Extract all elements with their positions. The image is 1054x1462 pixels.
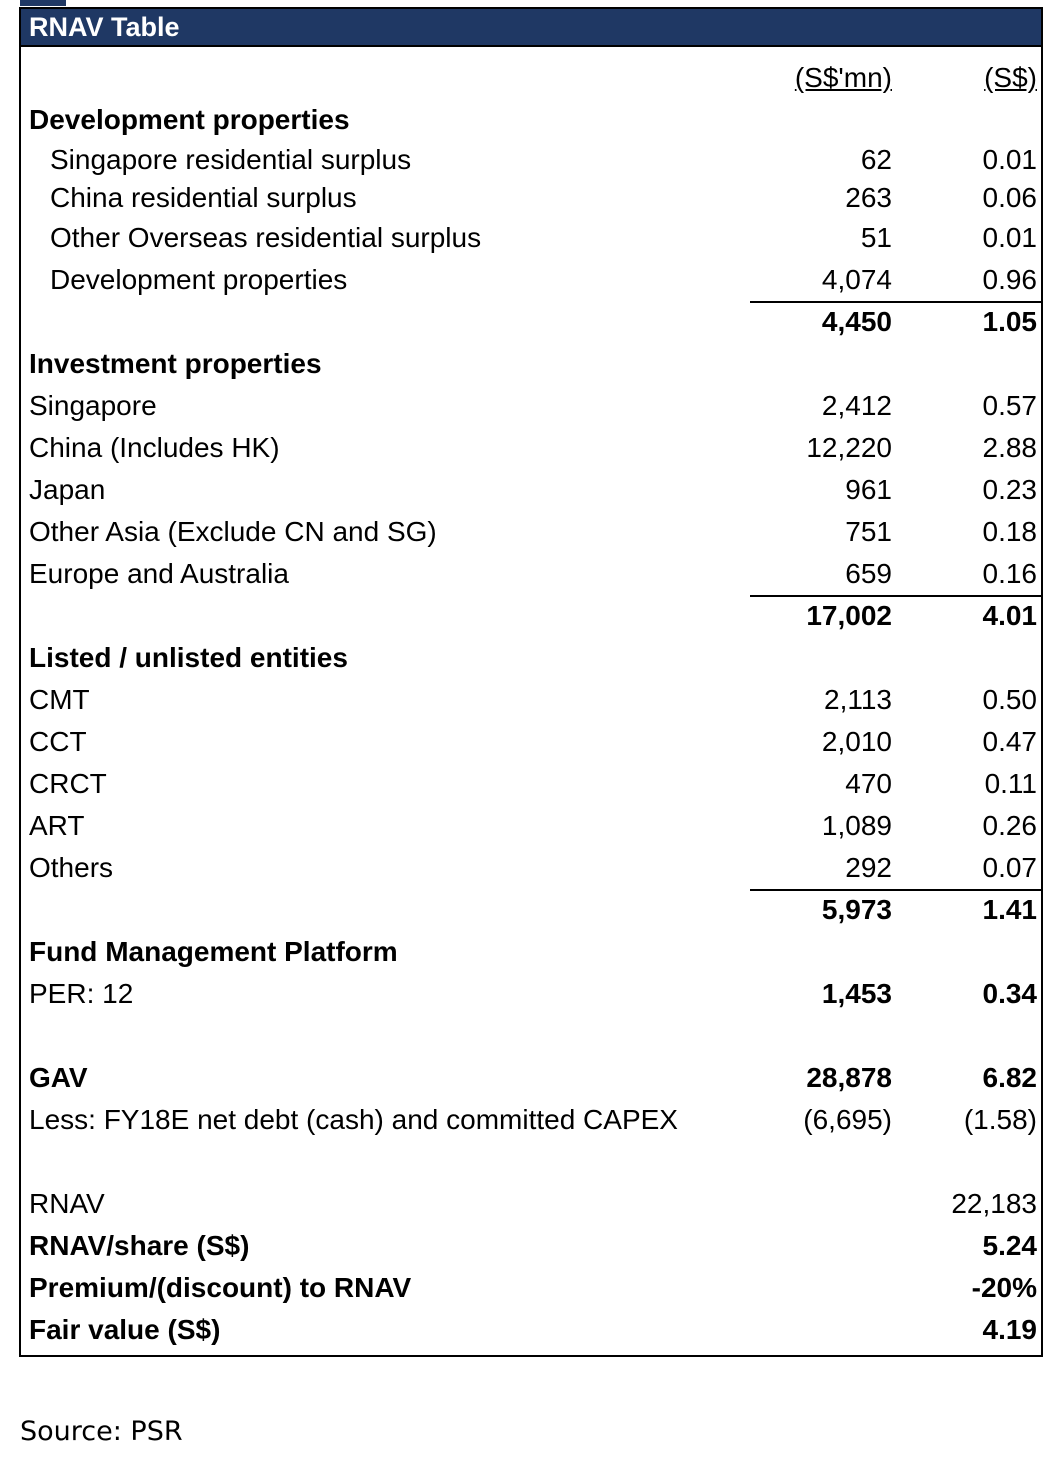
table-row	[21, 141, 1041, 179]
row-label: China residential surplus	[50, 182, 357, 213]
row-value-mn: 292	[845, 852, 892, 883]
row-value-mn: 28,878	[806, 1062, 892, 1093]
table-row	[21, 805, 1041, 847]
row-value-per-share: 6.82	[982, 1062, 1037, 1093]
row-value-per-share: 0.57	[982, 390, 1037, 421]
section-heading-label: Listed / unlisted entities	[29, 642, 348, 673]
row-value-per-share: 0.96	[982, 264, 1037, 295]
row-value-mn: 4,074	[821, 264, 892, 295]
fair-value-row	[21, 1309, 1041, 1351]
row-label: Singapore	[29, 390, 157, 421]
row-value-per-share: 0.23	[982, 474, 1037, 505]
subtotal-row-listed	[21, 889, 1041, 931]
row-value-mn: 961	[845, 474, 892, 505]
row-label: RNAV	[29, 1188, 105, 1219]
table-row	[21, 179, 1041, 217]
row-label: Less: FY18E net debt (cash) and committed CAPEX	[29, 1104, 678, 1135]
rnav-share-row	[21, 1225, 1041, 1267]
subtotal-value-mn: 17,002	[806, 600, 892, 631]
section-heading-label: Development properties	[29, 104, 350, 135]
row-value-mn: 1,089	[821, 810, 892, 841]
row-value-per-share: 0.01	[982, 222, 1037, 253]
table-title: RNAV Table	[21, 9, 1041, 47]
subtotal-value-per-share: 4.01	[982, 600, 1037, 631]
row-value-mn: 1,453	[821, 978, 892, 1009]
row-value-per-share: 0.16	[982, 558, 1037, 589]
table-row	[21, 679, 1041, 721]
subtotal-value-mn: 4,450	[821, 306, 892, 337]
row-value-mn: 2,010	[821, 726, 892, 757]
table-row	[21, 763, 1041, 805]
spacer-row	[21, 1141, 1041, 1183]
row-value: 22,183	[951, 1188, 1037, 1219]
row-label: Fair value (S$)	[29, 1314, 221, 1345]
row-label: RNAV/share (S$)	[29, 1230, 250, 1261]
row-value-mn: 659	[845, 558, 892, 589]
section-heading-label: Fund Management Platform	[29, 936, 398, 967]
row-label: CCT	[29, 726, 87, 757]
row-label: Japan	[29, 474, 106, 505]
table-body	[21, 57, 1041, 1351]
row-label: CRCT	[29, 768, 107, 799]
table-row	[21, 511, 1041, 553]
row-value-per-share: 0.18	[982, 516, 1037, 547]
table-row	[21, 427, 1041, 469]
subtotal-value-per-share: 1.41	[982, 894, 1037, 925]
row-value-per-share: 0.07	[982, 852, 1037, 883]
premium-row	[21, 1267, 1041, 1309]
less-net-debt-row	[21, 1099, 1041, 1141]
subtotal-row-development	[21, 301, 1041, 343]
row-value-mn: 263	[845, 182, 892, 213]
row-label: China (Includes HK)	[29, 432, 280, 463]
header-accent-strip	[20, 0, 66, 6]
section-heading-listed	[21, 637, 1041, 679]
row-label: Others	[29, 852, 114, 883]
section-heading-label: Investment properties	[29, 348, 322, 379]
row-value-mn: (6,695)	[803, 1104, 892, 1135]
row-value: 5.24	[982, 1230, 1037, 1261]
table-row	[21, 973, 1041, 1015]
column-header-mn: (S$'mn)	[794, 62, 892, 93]
rnav-table	[19, 7, 1043, 1357]
row-value-per-share: 0.34	[982, 978, 1037, 1009]
row-value-per-share: 0.01	[982, 144, 1037, 175]
spacer-row	[21, 1015, 1041, 1057]
row-label: Europe and Australia	[29, 558, 289, 589]
row-value: -20%	[971, 1272, 1037, 1303]
subtotal-value-per-share: 1.05	[982, 306, 1037, 337]
table-row	[21, 217, 1041, 259]
row-label: Singapore residential surplus	[50, 144, 412, 175]
table-row	[21, 385, 1041, 427]
section-heading-fund	[21, 931, 1041, 973]
subtotal-row-investment	[21, 595, 1041, 637]
row-label: Other Overseas residential surplus	[50, 222, 482, 253]
row-value-per-share: 0.06	[982, 182, 1037, 213]
row-value-mn: 2,113	[824, 684, 892, 715]
row-value-per-share: 0.50	[982, 684, 1037, 715]
section-heading-development	[21, 99, 1041, 141]
row-value-per-share: 2.88	[982, 432, 1037, 463]
row-label: Premium/(discount) to RNAV	[29, 1272, 412, 1303]
row-value-per-share: 0.26	[982, 810, 1037, 841]
row-label: Development properties	[50, 264, 348, 295]
row-value-per-share: 0.47	[982, 726, 1037, 757]
column-header-row	[21, 57, 1041, 99]
row-label: Other Asia (Exclude CN and SG)	[29, 516, 437, 547]
rnav-row	[21, 1183, 1041, 1225]
row-value-mn: 2,412	[821, 390, 892, 421]
row-label: GAV	[29, 1062, 88, 1093]
row-value-mn: 12,220	[806, 432, 892, 463]
source-note: Source: PSR	[20, 1416, 183, 1447]
column-header-per-share: (S$)	[984, 62, 1037, 93]
table-row	[21, 259, 1041, 301]
row-value: 4.19	[982, 1314, 1037, 1345]
row-label: CMT	[29, 684, 90, 715]
gav-row	[21, 1057, 1041, 1099]
row-value-mn: 51	[860, 222, 892, 253]
row-value-mn: 470	[845, 768, 892, 799]
table-row	[21, 553, 1041, 595]
table-row	[21, 469, 1041, 511]
section-heading-investment	[21, 343, 1041, 385]
row-value-mn: 751	[845, 516, 892, 547]
row-value-per-share: 0.11	[984, 768, 1037, 799]
subtotal-value-mn: 5,973	[821, 894, 892, 925]
row-label: ART	[29, 810, 85, 841]
table-row	[21, 847, 1041, 889]
table-row	[21, 721, 1041, 763]
row-value-mn: 62	[860, 144, 892, 175]
row-value-per-share: (1.58)	[963, 1104, 1037, 1135]
row-label: PER: 12	[29, 978, 134, 1009]
